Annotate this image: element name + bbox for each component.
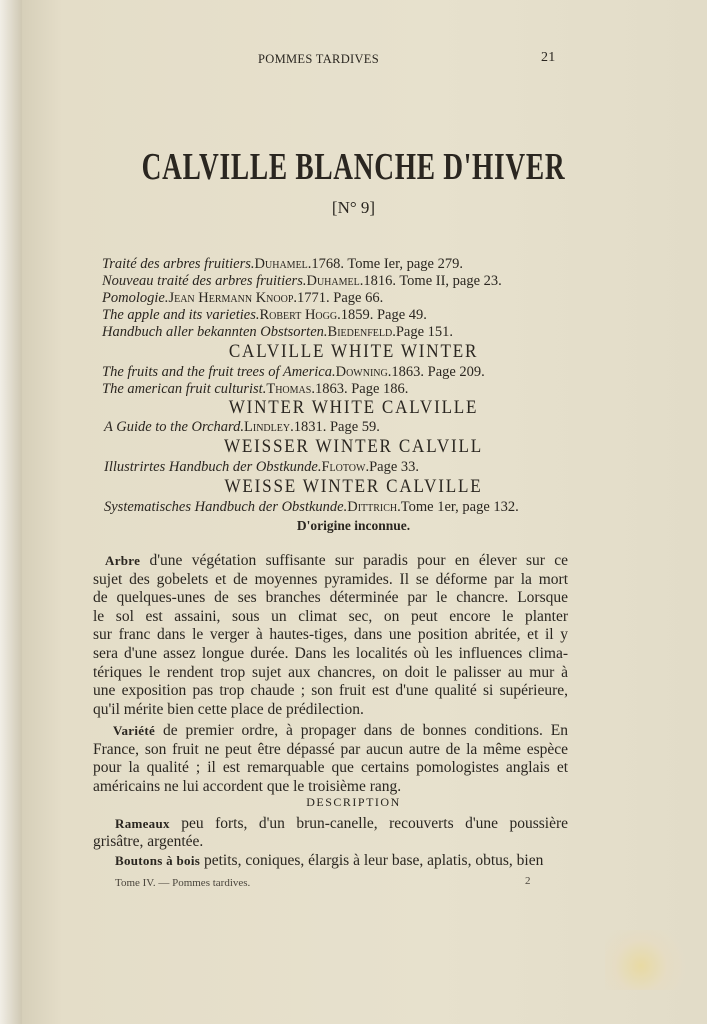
footer-signature: 2 xyxy=(525,875,531,887)
paragraph-label: Rameaux xyxy=(115,816,170,831)
paragraph-line xyxy=(93,701,568,718)
reference-work: The apple and its varieties. xyxy=(102,307,260,323)
reference-work: Illustrirtes Handbuch der Obstkunde. xyxy=(104,459,322,475)
paragraph-line xyxy=(115,852,568,869)
paragraph-line xyxy=(93,571,568,588)
paragraph-line xyxy=(93,741,568,758)
paragraph-line xyxy=(93,759,568,776)
footer-volume: Tome IV. — Pommes tardives. xyxy=(115,877,251,889)
paragraph-line xyxy=(93,833,568,850)
reference-work: Pomologie. xyxy=(102,290,169,306)
reference-author: Biedenfeld. xyxy=(327,324,396,340)
reference-entry xyxy=(102,256,463,272)
synonym-heading: CALVILLE WHITE WINTER xyxy=(228,341,479,362)
paragraph-line xyxy=(93,626,568,643)
reference-entry xyxy=(102,307,427,323)
paragraph-line xyxy=(93,645,568,662)
paragraph-line xyxy=(93,608,568,625)
paragraph-label: Arbre xyxy=(105,553,141,568)
paragraph-text: sujet des gobelets et de moyennes pyramides. Il se déforme par la mort xyxy=(93,570,568,588)
reference-work: Handbuch aller bekannten Obstsorten. xyxy=(102,324,328,340)
paragraph-line xyxy=(113,722,568,739)
reference-entry xyxy=(102,364,485,380)
paragraph-text: sera d'une assez longue durée. Dans les localités où les influences clima- xyxy=(93,645,568,662)
paragraph-text: petits, coniques, élargis à leur base, aplatis, obtus, bien xyxy=(200,852,544,869)
synonym-heading: WINTER WHITE CALVILLE xyxy=(228,397,479,418)
reference-entry xyxy=(102,381,408,397)
paragraph-line xyxy=(105,552,568,569)
reference-entry xyxy=(104,419,380,435)
reference-detail: Page 151. xyxy=(395,324,454,340)
running-title: POMMES TARDIVES xyxy=(258,52,379,66)
page-edge xyxy=(0,0,22,1024)
paragraph-line xyxy=(93,778,568,795)
reference-detail: 1771. Page 66. xyxy=(297,290,384,306)
paragraph-text: peu forts, d'un brun-canelle, recouverts d'une poussière xyxy=(169,815,568,832)
page-number: 21 xyxy=(541,50,556,65)
reference-author: Downing. xyxy=(335,364,392,380)
paragraph-text: de premier ordre, à propager dans de bonnes conditions. En xyxy=(155,722,568,739)
reference-entry xyxy=(102,324,453,340)
reference-author: Lindley. xyxy=(244,419,294,435)
reference-work: A Guide to the Orchard. xyxy=(104,419,245,435)
synonym-heading: WEISSER WINTER CALVILL xyxy=(223,436,484,457)
reference-work: The fruits and the fruit trees of America. xyxy=(102,364,336,380)
paragraph-label: Boutons à bois xyxy=(115,853,201,868)
paragraph-text: sur franc dans le verger à hautes-tiges, dans une position abritée, et il y xyxy=(93,626,568,644)
description-heading: DESCRIPTION xyxy=(306,795,401,809)
paragraph-line xyxy=(93,682,568,699)
paragraph-text: le sol est assaini, sous un climat sec, on peut encore le planter xyxy=(93,607,568,625)
reference-work: Systematisches Handbuch der Obstkunde. xyxy=(104,499,348,515)
paragraph-label: Variété xyxy=(113,723,156,738)
reference-entry xyxy=(102,273,502,289)
reference-author: Dittrich. xyxy=(347,499,401,515)
paragraph-line xyxy=(115,815,568,832)
reference-author: Thomas. xyxy=(266,381,315,397)
paragraph-text: américains ne lui accordent que le troisième rang. xyxy=(93,777,402,795)
paragraph-text: France, son fruit ne peut être dépassé par aucun autre de la même espèce xyxy=(93,740,568,758)
origin-note: D'origine inconnue. xyxy=(296,518,411,533)
reference-detail: 1816. Tome II, page 23. xyxy=(363,273,502,289)
reference-detail: 1863. Page 209. xyxy=(391,364,485,380)
reference-entry xyxy=(104,459,419,475)
paragraph-text: pour la qualité ; il est remarquable que certains pomologistes anglais et xyxy=(93,759,568,777)
reference-detail: 1863. Page 186. xyxy=(314,381,409,397)
reference-entry xyxy=(104,499,519,515)
synonym-heading: WEISSE WINTER CALVILLE xyxy=(224,476,483,497)
reference-author: Duhamel. xyxy=(254,256,312,272)
reference-entry xyxy=(102,290,383,306)
reference-author: Duhamel. xyxy=(306,273,364,289)
paragraph-text: tériques le rendent trop sujet aux chancres, on doit le palisser au mur à xyxy=(93,663,568,681)
reference-author: Flotow. xyxy=(321,459,370,475)
reference-detail: 1768. Tome Ier, page 279. xyxy=(311,256,463,272)
reference-work: Traité des arbres fruitiers. xyxy=(102,256,255,272)
reference-work: Nouveau traité des arbres fruitiers. xyxy=(102,273,307,289)
paragraph-text: d'une végétation suffisante sur paradis pour en élever sur ce xyxy=(140,552,568,569)
paragraph-text: grisâtre, argentée. xyxy=(93,832,204,850)
reference-detail: Tome 1er, page 132. xyxy=(400,499,519,515)
variety-number: [N° 9] xyxy=(331,198,376,217)
paragraph-line xyxy=(93,664,568,681)
reference-detail: 1859. Page 49. xyxy=(340,307,427,323)
reference-work: The american fruit culturist. xyxy=(102,381,267,397)
paragraph-text: une exposition pas trop chaude ; son fruit est d'une qualité si supérieure, xyxy=(93,682,568,700)
watermark-stamp xyxy=(605,930,695,990)
reference-detail: 1831. Page 59. xyxy=(293,419,380,435)
paragraph-line xyxy=(93,589,568,606)
reference-detail: Page 33. xyxy=(369,459,420,475)
paragraph-text: de quelques-unes de ses branches déterminée par le chancre. Lorsque xyxy=(93,589,568,607)
paragraph-text: qu'il mérite bien cette place de prédilection. xyxy=(93,700,364,718)
page-title: CALVILLE BLANCHE D'HIVER xyxy=(141,146,566,188)
reference-author: Jean Hermann Knoop. xyxy=(168,290,298,306)
reference-author: Robert Hogg. xyxy=(259,307,341,323)
